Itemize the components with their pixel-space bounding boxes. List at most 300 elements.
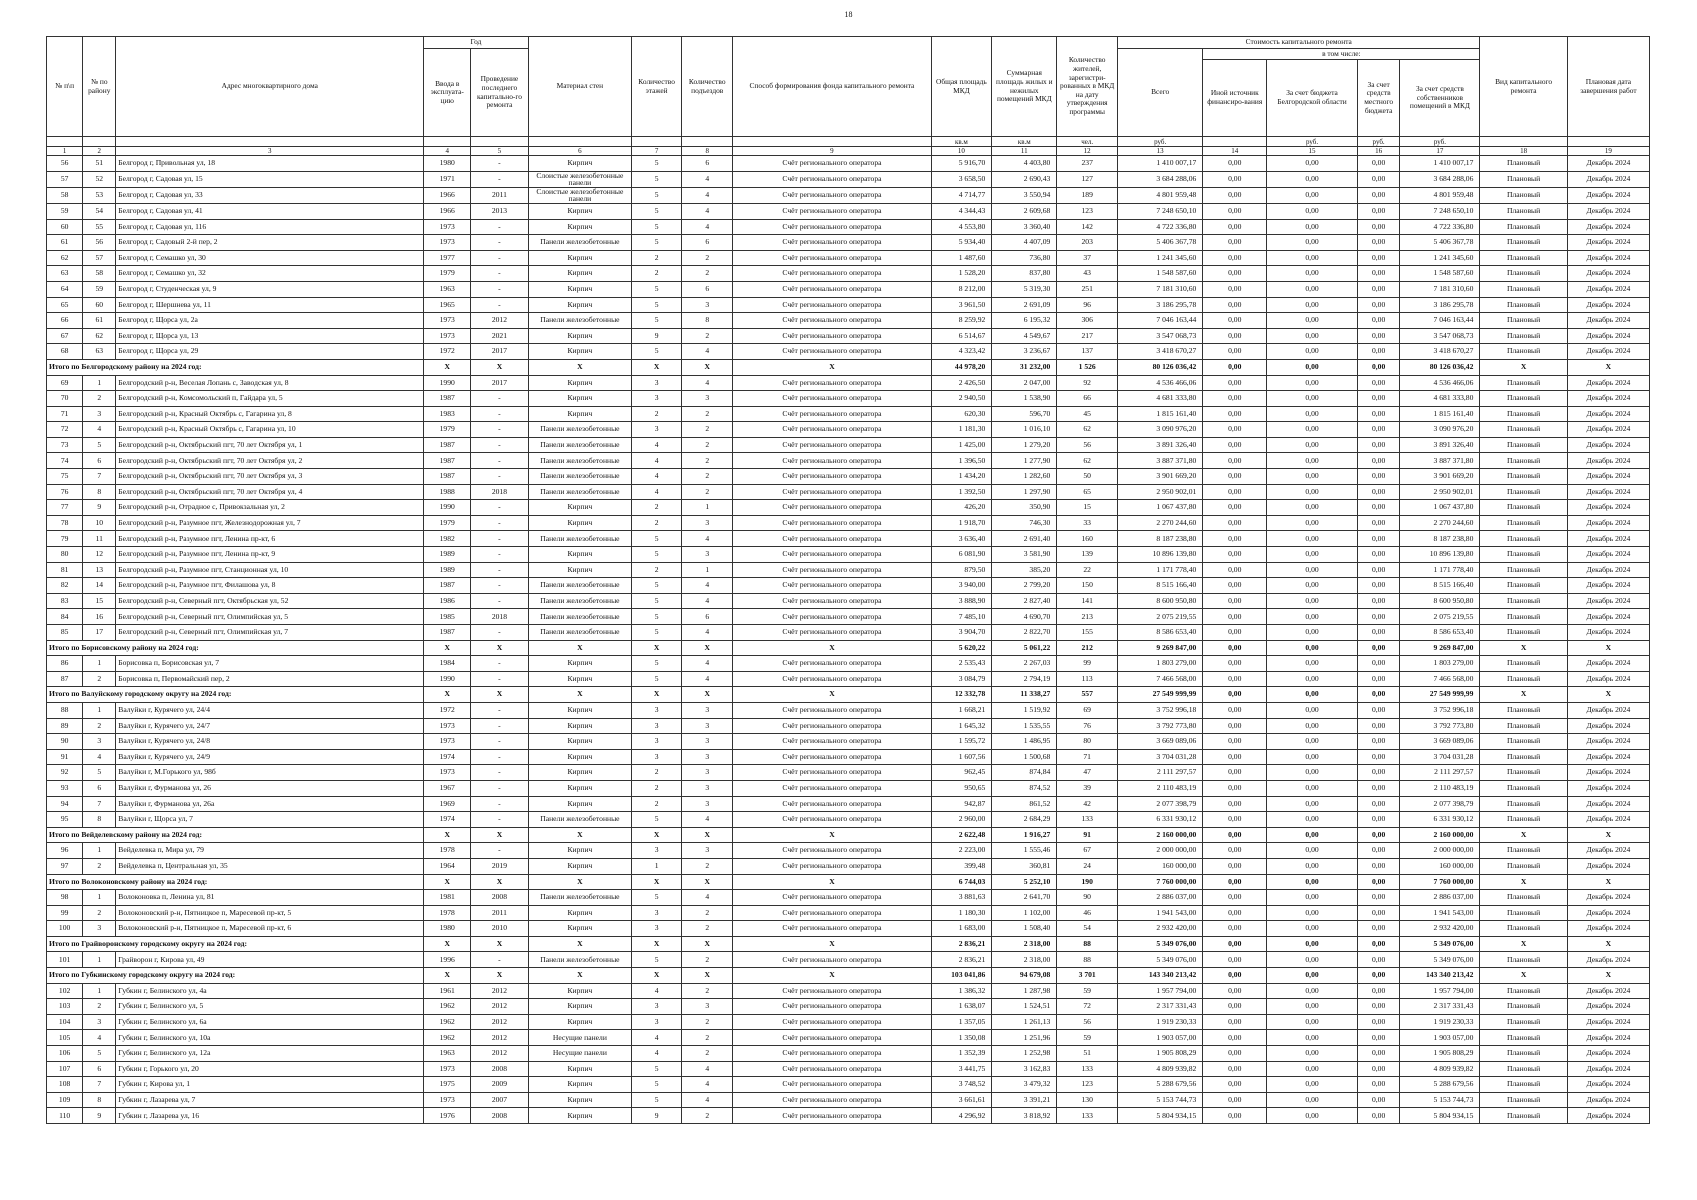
cell-cost-total: 1 919 230,33 [1118, 1014, 1203, 1030]
cell-fund-method: X [733, 827, 931, 843]
cell-district-number: 5 [83, 1046, 116, 1062]
cell-residents: 50 [1057, 469, 1118, 485]
cell-owners-funds: 6 331 930,12 [1400, 812, 1480, 828]
cell-other-source: 0,00 [1203, 1108, 1267, 1124]
cell-floors: 4 [632, 1046, 682, 1062]
cell-year-last: 2012 [471, 999, 529, 1015]
cell-address: Белгородский р-н, Разумное пгт, Ленина пр-кт, 6 [116, 531, 424, 547]
cell-repair-type: Плановый [1480, 453, 1567, 469]
cell-wall-material: Панели железобетонные [528, 484, 631, 500]
column-number: 5 [471, 147, 529, 156]
cell-entrances: 2 [682, 266, 733, 282]
cell-floors: 4 [632, 484, 682, 500]
cell-fund-method: X [733, 936, 931, 952]
cell-residents: 56 [1057, 1014, 1118, 1030]
cell-total-area: 426,20 [931, 500, 992, 516]
cell-entrances: 6 [682, 281, 733, 297]
cell-regional-budget: 0,00 [1267, 1014, 1358, 1030]
cell-local-budget: 0,00 [1357, 780, 1400, 796]
cell-total-area: 4 296,92 [931, 1108, 992, 1124]
cell-address: Белгород г, Щорса ул, 13 [116, 328, 424, 344]
table-row [47, 531, 1650, 547]
cell-local-budget: 0,00 [1357, 1077, 1400, 1093]
cell-local-budget: 0,00 [1357, 578, 1400, 594]
cell-cost-total: 1 410 007,17 [1118, 156, 1203, 172]
cell-address: Белгород г, Садовая ул, 33 [116, 187, 424, 203]
cell-local-budget: 0,00 [1357, 952, 1400, 968]
cell-floors: 9 [632, 1108, 682, 1124]
cell-district-number: 7 [83, 469, 116, 485]
table-row [47, 437, 1650, 453]
cell-other-source: 0,00 [1203, 359, 1267, 375]
cell-repair-type: Плановый [1480, 749, 1567, 765]
cell-district-number: 60 [83, 297, 116, 313]
cell-row-number: 98 [47, 890, 83, 906]
cell-year-last: 2019 [471, 858, 529, 874]
cell-regional-budget: 0,00 [1267, 593, 1358, 609]
cell-local-budget: 0,00 [1357, 999, 1400, 1015]
cell-repair-type: X [1480, 968, 1567, 984]
cell-rooms-area: 5 252,10 [992, 874, 1057, 890]
cell-entrances: 3 [682, 515, 733, 531]
cell-owners-funds: 2 110 483,19 [1400, 780, 1480, 796]
cell-entrances: 3 [682, 718, 733, 734]
cell-entrances: 3 [682, 765, 733, 781]
cell-repair-type: Плановый [1480, 718, 1567, 734]
cell-repair-type: Плановый [1480, 1077, 1567, 1093]
cell-rooms-area: 1 277,90 [992, 453, 1057, 469]
cell-cost-total: 8 515 166,40 [1118, 578, 1203, 594]
cell-wall-material: Панели железобетонные [528, 453, 631, 469]
cell-year-built: 1966 [424, 187, 471, 203]
cell-other-source: 0,00 [1203, 609, 1267, 625]
cell-address: Белгородский р-н, Разумное пгт, Филашова ул, 8 [116, 578, 424, 594]
cell-owners-funds: 3 684 288,06 [1400, 171, 1480, 187]
cell-rooms-area: 2 690,43 [992, 171, 1057, 187]
cell-other-source: 0,00 [1203, 1046, 1267, 1062]
table-row [47, 858, 1650, 874]
cell-year-last: - [471, 406, 529, 422]
cell-regional-budget: 0,00 [1267, 156, 1358, 172]
cell-wall-material: Панели железобетонные [528, 469, 631, 485]
cell-district-number: 3 [83, 1014, 116, 1030]
cell-year-last: - [471, 578, 529, 594]
cell-local-budget: 0,00 [1357, 219, 1400, 235]
cell-completion-date: Декабрь 2024 [1567, 1061, 1649, 1077]
cell-rooms-area: 31 232,00 [992, 359, 1057, 375]
cell-completion-date: Декабрь 2024 [1567, 890, 1649, 906]
cell-year-built: 1987 [424, 578, 471, 594]
cell-residents: 71 [1057, 749, 1118, 765]
cell-district-number: 1 [83, 890, 116, 906]
cell-local-budget: 0,00 [1357, 874, 1400, 890]
cell-row-number: 82 [47, 578, 83, 594]
cell-entrances: 2 [682, 1014, 733, 1030]
cell-regional-budget: 0,00 [1267, 171, 1358, 187]
cell-completion-date: Декабрь 2024 [1567, 749, 1649, 765]
cell-district-number: 59 [83, 281, 116, 297]
table-row [47, 796, 1650, 812]
cell-wall-material: Кирпич [528, 297, 631, 313]
cell-completion-date: X [1567, 687, 1649, 703]
unit-area-total: кв.м [931, 137, 992, 147]
cell-year-built: 1988 [424, 484, 471, 500]
cell-owners-funds: 1 941 543,00 [1400, 905, 1480, 921]
cell-entrances: 3 [682, 702, 733, 718]
cell-local-budget: 0,00 [1357, 796, 1400, 812]
column-numbers-row [47, 147, 1650, 156]
cell-rooms-area: 4 403,80 [992, 156, 1057, 172]
cell-fund-method: Счёт регионального оператора [733, 843, 931, 859]
cell-repair-type: Плановый [1480, 235, 1567, 251]
cell-entrances: 2 [682, 921, 733, 937]
cell-rooms-area: 1 102,00 [992, 905, 1057, 921]
cell-rooms-area: 1 287,98 [992, 983, 1057, 999]
cell-address: Белгородский р-н, Отрадное с, Привокзальная ул, 2 [116, 500, 424, 516]
cell-regional-budget: 0,00 [1267, 531, 1358, 547]
cell-cost-total: 27 549 999,99 [1118, 687, 1203, 703]
table-row [47, 1046, 1650, 1062]
cell-owners-funds: 2 111 297,57 [1400, 765, 1480, 781]
cell-year-built: 1990 [424, 671, 471, 687]
cell-regional-budget: 0,00 [1267, 562, 1358, 578]
cell-year-built: X [424, 359, 471, 375]
cell-owners-funds: 4 801 959,48 [1400, 187, 1480, 203]
cell-year-last: 2012 [471, 1014, 529, 1030]
cell-other-source: 0,00 [1203, 203, 1267, 219]
cell-year-last: 2008 [471, 1108, 529, 1124]
cell-year-built: 1972 [424, 702, 471, 718]
column-number: 6 [528, 147, 631, 156]
cell-year-built: X [424, 640, 471, 656]
cell-district-number: 4 [83, 422, 116, 438]
cell-entrances: 1 [682, 500, 733, 516]
cell-year-built: 1987 [424, 453, 471, 469]
cell-wall-material: Кирпич [528, 999, 631, 1015]
cell-total-area: 1 357,05 [931, 1014, 992, 1030]
cell-repair-type: X [1480, 687, 1567, 703]
cell-other-source: 0,00 [1203, 702, 1267, 718]
table-row [47, 203, 1650, 219]
cell-district-number: 8 [83, 484, 116, 500]
cell-regional-budget: 0,00 [1267, 765, 1358, 781]
cell-local-budget: 0,00 [1357, 890, 1400, 906]
cell-address: Губкин г, Кирова ул, 1 [116, 1077, 424, 1093]
cell-year-last: - [471, 702, 529, 718]
cell-other-source: 0,00 [1203, 734, 1267, 750]
cell-residents: 141 [1057, 593, 1118, 609]
cell-completion-date: Декабрь 2024 [1567, 656, 1649, 672]
cell-wall-material: X [528, 827, 631, 843]
cell-address: Белгородский р-н, Комсомольский п, Гайдара ул, 5 [116, 391, 424, 407]
cell-residents: 203 [1057, 235, 1118, 251]
cell-year-last: 2017 [471, 375, 529, 391]
cell-completion-date: Декабрь 2024 [1567, 422, 1649, 438]
cell-row-number: 74 [47, 453, 83, 469]
cell-owners-funds: 2 932 420,00 [1400, 921, 1480, 937]
cell-floors: 5 [632, 593, 682, 609]
cell-other-source: 0,00 [1203, 515, 1267, 531]
table-row [47, 999, 1650, 1015]
cell-floors: 3 [632, 702, 682, 718]
cell-rooms-area: 874,84 [992, 765, 1057, 781]
cell-cost-total: 3 792 773,80 [1118, 718, 1203, 734]
header-district-number: № по району [83, 37, 116, 137]
cell-district-number: 1 [83, 952, 116, 968]
cell-address: Белгородский р-н, Веселая Лопань с, Заводская ул, 8 [116, 375, 424, 391]
cell-owners-funds: 3 891 326,40 [1400, 437, 1480, 453]
cell-local-budget: 0,00 [1357, 671, 1400, 687]
table-row [47, 484, 1650, 500]
cell-owners-funds: 8 515 166,40 [1400, 578, 1480, 594]
capital-repair-table [46, 36, 1650, 1124]
cell-total-area: 1 595,72 [931, 734, 992, 750]
cell-completion-date: Декабрь 2024 [1567, 593, 1649, 609]
cell-local-budget: 0,00 [1357, 515, 1400, 531]
cell-floors: 3 [632, 921, 682, 937]
cell-entrances: 4 [682, 531, 733, 547]
table-row [47, 281, 1650, 297]
cell-floors: 5 [632, 171, 682, 187]
header-other-source: Иной источник финансиро-вания [1203, 60, 1267, 137]
cell-fund-method: Счёт регионального оператора [733, 656, 931, 672]
cell-row-number: 96 [47, 843, 83, 859]
cell-cost-total: 2 000 000,00 [1118, 843, 1203, 859]
cell-row-number: 88 [47, 702, 83, 718]
cell-cost-total: 7 181 310,60 [1118, 281, 1203, 297]
cell-row-number: 78 [47, 515, 83, 531]
cell-entrances: 6 [682, 235, 733, 251]
cell-completion-date: Декабрь 2024 [1567, 1046, 1649, 1062]
cell-owners-funds: 7 046 163,44 [1400, 313, 1480, 329]
table-row [47, 671, 1650, 687]
cell-entrances: 2 [682, 1030, 733, 1046]
cell-repair-type: Плановый [1480, 500, 1567, 516]
cell-regional-budget: 0,00 [1267, 1046, 1358, 1062]
cell-year-built: 1973 [424, 235, 471, 251]
cell-cost-total: 5 349 076,00 [1118, 952, 1203, 968]
cell-regional-budget: 0,00 [1267, 422, 1358, 438]
column-number: 2 [83, 147, 116, 156]
cell-repair-type: Плановый [1480, 250, 1567, 266]
cell-completion-date: Декабрь 2024 [1567, 515, 1649, 531]
cell-local-budget: 0,00 [1357, 547, 1400, 563]
cell-regional-budget: 0,00 [1267, 656, 1358, 672]
cell-repair-type: Плановый [1480, 437, 1567, 453]
header-rooms-area: Суммарная площадь жилых и нежилых помещений МКД [992, 37, 1057, 137]
cell-regional-budget: 0,00 [1267, 219, 1358, 235]
cell-regional-budget: 0,00 [1267, 687, 1358, 703]
cell-year-last: - [471, 437, 529, 453]
cell-repair-type: Плановый [1480, 593, 1567, 609]
column-number: 13 [1118, 147, 1203, 156]
cell-owners-funds: 80 126 036,42 [1400, 359, 1480, 375]
cell-wall-material: Кирпич [528, 983, 631, 999]
page-number: 18 [844, 10, 853, 19]
cell-address: Грайворон г, Кирова ул, 49 [116, 952, 424, 968]
cell-local-budget: 0,00 [1357, 235, 1400, 251]
cell-wall-material: Кирпич [528, 671, 631, 687]
cell-year-last: 2018 [471, 484, 529, 500]
cell-wall-material: Слоистые железобетонные панели [528, 187, 631, 203]
cell-address: Валуйки г, Курячего ул, 24/9 [116, 749, 424, 765]
header-repair-type: Вид капитального ремонта [1480, 37, 1567, 137]
cell-other-source: 0,00 [1203, 219, 1267, 235]
cell-residents: 42 [1057, 796, 1118, 812]
cell-district-number: 53 [83, 187, 116, 203]
cell-year-built: 1972 [424, 344, 471, 360]
cell-owners-funds: 1 067 437,80 [1400, 500, 1480, 516]
cell-rooms-area: 11 338,27 [992, 687, 1057, 703]
cell-address: Губкин г, Белинского ул, 6а [116, 1014, 424, 1030]
cell-year-built: 1973 [424, 734, 471, 750]
cell-completion-date: Декабрь 2024 [1567, 281, 1649, 297]
cell-row-number: 76 [47, 484, 83, 500]
subtotal-label: Итого по Волоконовскому району на 2024 год: [47, 874, 424, 890]
cell-year-last: - [471, 952, 529, 968]
cell-rooms-area: 1 486,95 [992, 734, 1057, 750]
cell-other-source: 0,00 [1203, 765, 1267, 781]
cell-floors: 5 [632, 344, 682, 360]
cell-owners-funds: 5 804 934,15 [1400, 1108, 1480, 1124]
cell-total-area: 4 714,77 [931, 187, 992, 203]
cell-district-number: 58 [83, 266, 116, 282]
cell-floors: 4 [632, 453, 682, 469]
cell-repair-type: Плановый [1480, 391, 1567, 407]
cell-year-built: 1983 [424, 406, 471, 422]
cell-year-built: 1986 [424, 593, 471, 609]
cell-wall-material: Панели железобетонные [528, 625, 631, 641]
cell-year-last: X [471, 874, 529, 890]
cell-entrances: 4 [682, 1061, 733, 1077]
cell-total-area: 399,48 [931, 858, 992, 874]
cell-repair-type: X [1480, 827, 1567, 843]
cell-total-area: 3 961,50 [931, 297, 992, 313]
cell-completion-date: Декабрь 2024 [1567, 765, 1649, 781]
cell-rooms-area: 3 360,40 [992, 219, 1057, 235]
cell-repair-type: Плановый [1480, 484, 1567, 500]
cell-regional-budget: 0,00 [1267, 640, 1358, 656]
cell-wall-material: Несущие панели [528, 1030, 631, 1046]
cell-cost-total: 8 187 238,80 [1118, 531, 1203, 547]
cell-owners-funds: 7 466 568,00 [1400, 671, 1480, 687]
cell-address: Губкин г, Белинского ул, 10а [116, 1030, 424, 1046]
cell-regional-budget: 0,00 [1267, 749, 1358, 765]
cell-entrances: 3 [682, 796, 733, 812]
header-owners-funds: За счет средств собственников помещений в МКД [1400, 60, 1480, 137]
cell-local-budget: 0,00 [1357, 718, 1400, 734]
cell-owners-funds: 2 886 037,00 [1400, 890, 1480, 906]
cell-residents: 127 [1057, 171, 1118, 187]
cell-floors: 2 [632, 562, 682, 578]
cell-local-budget: 0,00 [1357, 1014, 1400, 1030]
cell-floors: 5 [632, 656, 682, 672]
cell-year-built: 1987 [424, 625, 471, 641]
cell-row-number: 57 [47, 171, 83, 187]
cell-total-area: 12 332,78 [931, 687, 992, 703]
cell-total-area: 2 836,21 [931, 952, 992, 968]
cell-cost-total: 1 241 345,60 [1118, 250, 1203, 266]
cell-other-source: 0,00 [1203, 235, 1267, 251]
cell-row-number: 69 [47, 375, 83, 391]
header-local-budget: За счет средств местного бюджета [1357, 60, 1400, 137]
cell-residents: 59 [1057, 1030, 1118, 1046]
cell-residents: 62 [1057, 422, 1118, 438]
table-row [47, 1108, 1650, 1124]
cell-address: Вейделевка п, Центральная ул, 35 [116, 858, 424, 874]
cell-wall-material: Кирпич [528, 718, 631, 734]
cell-wall-material: Кирпич [528, 843, 631, 859]
cell-residents: 47 [1057, 765, 1118, 781]
cell-owners-funds: 5 153 744,73 [1400, 1092, 1480, 1108]
cell-owners-funds: 27 549 999,99 [1400, 687, 1480, 703]
cell-rooms-area: 2 691,40 [992, 531, 1057, 547]
cell-repair-type: X [1480, 874, 1567, 890]
cell-local-budget: 0,00 [1357, 687, 1400, 703]
cell-district-number: 2 [83, 905, 116, 921]
cell-fund-method: Счёт регионального оператора [733, 547, 931, 563]
cell-completion-date: Декабрь 2024 [1567, 921, 1649, 937]
cell-year-built: 1965 [424, 297, 471, 313]
cell-entrances: 3 [682, 391, 733, 407]
header-address: Адрес многоквартирного дома [116, 37, 424, 137]
cell-completion-date: Декабрь 2024 [1567, 1030, 1649, 1046]
cell-other-source: 0,00 [1203, 250, 1267, 266]
cell-regional-budget: 0,00 [1267, 313, 1358, 329]
cell-repair-type: Плановый [1480, 625, 1567, 641]
cell-fund-method: Счёт регионального оператора [733, 1092, 931, 1108]
cell-rooms-area: 596,70 [992, 406, 1057, 422]
cell-repair-type: Плановый [1480, 1092, 1567, 1108]
cell-completion-date: Декабрь 2024 [1567, 203, 1649, 219]
cell-floors: 5 [632, 313, 682, 329]
cell-owners-funds: 9 269 847,00 [1400, 640, 1480, 656]
cell-year-built: X [424, 687, 471, 703]
cell-address: Валуйки г, Курячего ул, 24/7 [116, 718, 424, 734]
cell-district-number: 54 [83, 203, 116, 219]
cell-year-built: X [424, 874, 471, 890]
unit-regional-budget: руб. [1267, 137, 1358, 147]
cell-total-area: 1 668,21 [931, 702, 992, 718]
cell-floors: 5 [632, 219, 682, 235]
cell-year-last: 2013 [471, 203, 529, 219]
cell-district-number: 5 [83, 437, 116, 453]
cell-completion-date: Декабрь 2024 [1567, 734, 1649, 750]
cell-row-number: 104 [47, 1014, 83, 1030]
cell-row-number: 103 [47, 999, 83, 1015]
column-number: 9 [733, 147, 931, 156]
cell-repair-type: Плановый [1480, 422, 1567, 438]
table-row [47, 890, 1650, 906]
table-row [47, 250, 1650, 266]
cell-local-budget: 0,00 [1357, 936, 1400, 952]
cell-repair-type: Плановый [1480, 609, 1567, 625]
cell-address: Борисовка п, Первомайский пер, 2 [116, 671, 424, 687]
cell-cost-total: 1 067 437,80 [1118, 500, 1203, 516]
cell-year-last: - [471, 796, 529, 812]
cell-residents: 15 [1057, 500, 1118, 516]
cell-local-budget: 0,00 [1357, 702, 1400, 718]
cell-district-number: 7 [83, 1077, 116, 1093]
cell-local-budget: 0,00 [1357, 858, 1400, 874]
cell-repair-type: Плановый [1480, 734, 1567, 750]
cell-rooms-area: 2 684,29 [992, 812, 1057, 828]
cell-floors: 3 [632, 422, 682, 438]
cell-repair-type: Плановый [1480, 375, 1567, 391]
cell-residents: 212 [1057, 640, 1118, 656]
cell-fund-method: X [733, 874, 931, 890]
cell-row-number: 84 [47, 609, 83, 625]
